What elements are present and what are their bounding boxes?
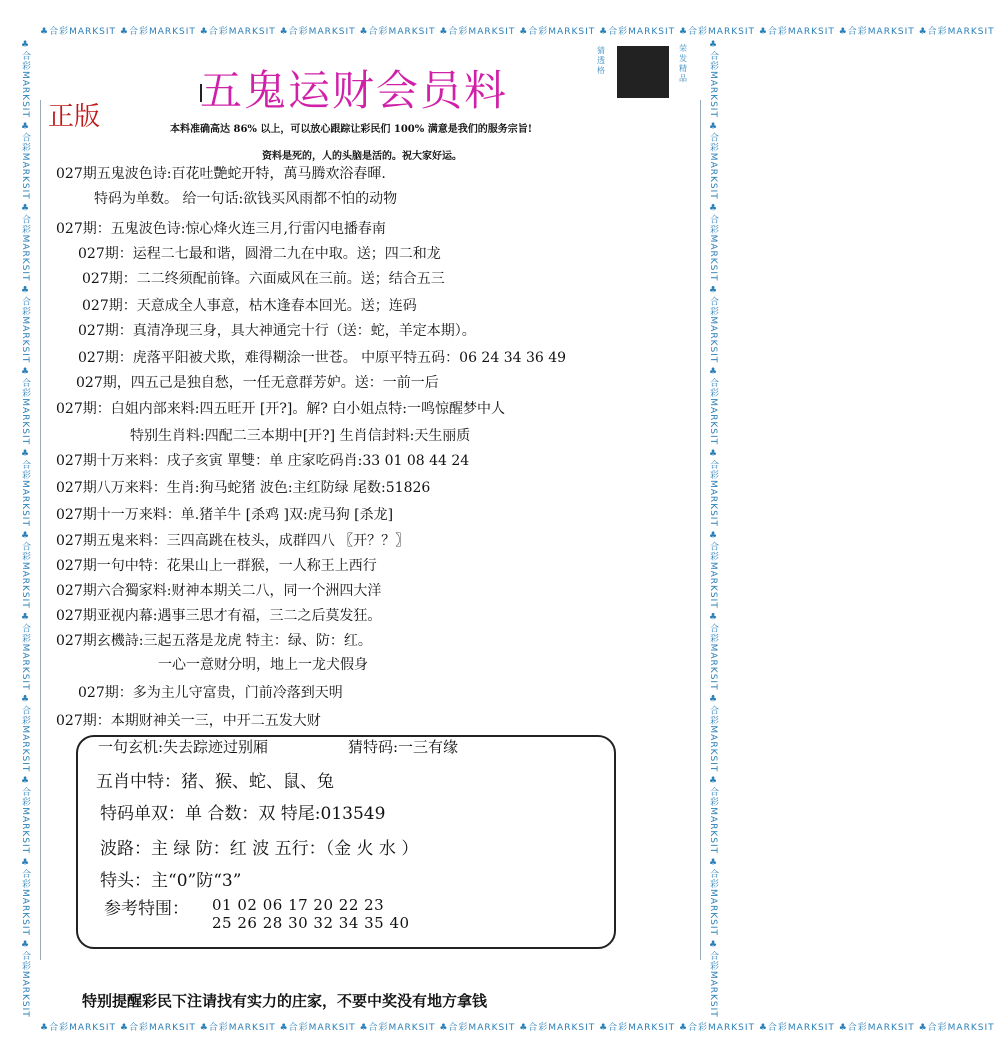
watermark-border-right: ♣合彩MARKSIT ♣合彩MARKSIT ♣合彩MARKSIT ♣合彩MARKSIT ♣合彩MARKSIT ♣合彩MARKSIT ♣合彩MARKSIT ♣合彩MARKSIT ♣合彩MARKSIT ♣合彩MARKSIT ♣合彩MARKSIT ♣合彩MARKSIT [708,40,718,1018]
line-21: 027期：多为主儿守富贵，门前冷落到天明 [78,685,343,701]
watermark-border-bottom: ♣合彩MARKSIT ♣合彩MARKSIT ♣合彩MARKSIT ♣合彩MARKSIT ♣合彩MARKSIT ♣合彩MARKSIT ♣合彩MARKSIT ♣合彩MARKSIT ♣合彩MARKSIT ♣合彩MARKSIT ♣合彩MARKSIT ♣合彩MARKSIT [40,1023,995,1033]
line-18: 027期亚视内幕:遇事三思才有福，三二之后莫发狂。 [56,608,382,624]
line-7: 027期：真清净现三身，具大神通完十行（送：蛇，羊定本期）。 [78,323,476,339]
page-title: 五鬼运财会员料 [200,66,509,115]
genuine-badge: 正版 [48,102,101,132]
stamp-left-text: 猜 透 格 [597,46,605,75]
frame-line-left [40,100,41,960]
box-five-zodiac: 五肖中特：猪、猴、蛇、鼠、兔 [96,772,334,792]
box-special-head: 特头：主“0”防“3” [100,871,242,891]
box-odd-even: 特码单双：单 合数：双 特尾:013549 [100,804,386,824]
line-2: 特码为单数。 给一句话:欲钱买风雨都不怕的动物 [94,191,398,207]
watermark-border-top: ♣合彩MARKSIT ♣合彩MARKSIT ♣合彩MARKSIT ♣合彩MARKSIT ♣合彩MARKSIT ♣合彩MARKSIT ♣合彩MARKSIT ♣合彩MARKSIT ♣合彩MARKSIT ♣合彩MARKSIT ♣合彩MARKSIT ♣合彩MARKSIT [40,27,995,37]
line-5: 027期：二二终须配前锋。六面威风在三前。送；结合五三 [82,271,445,287]
line-6: 027期：天意成全人事意，枯木逢春本回光。送；连码 [82,298,417,314]
line-19: 027期玄機詩:三起五落是龙虎 特主：绿、防：红。 [56,633,372,649]
box-riddle: 一句玄机:失去踪迹过别厢 [98,738,269,756]
stamp-block [617,46,669,98]
footer-reminder: 特别提醒彩民下注请找有实力的庄家，不要中奖没有地方拿钱 [82,992,488,1010]
seal-stamp [595,40,713,102]
subtitle-promise: 本料准确高达 86% 以上，可以放心跟踪让彩民们 100% 满意是我们的服务宗旨! [170,124,533,135]
line-20: 一心一意财分明，地上一龙犬假身 [158,657,368,673]
line-16: 027期一句中特：花果山上一群猴，一人称王上西行 [56,558,377,574]
line-3: 027期：五鬼波色诗:惊心烽火连三月,行雷闪电播春南 [56,221,386,237]
line-13: 027期八万来料：生肖:狗马蛇猪 波色:主红防绿 尾数:51826 [56,480,431,496]
line-11: 特别生肖料:四配二三本期中[开?] 生肖信封料:天生丽质 [130,428,471,444]
line-22: 027期：本期财神关一三，中开二五发大财 [56,713,321,729]
line-17: 027期六合獨家料:财神本期关二八，同一个洲四大洋 [56,583,382,599]
box-reference-label: 参考特围： [104,899,189,919]
box-reference-row2: 25 26 28 30 32 34 35 40 [212,914,410,932]
line-1: 027期五鬼波色诗:百花吐艷蛇开特，萬马腾欢浴春暉. [56,166,386,182]
line-9: 027期，四五己是独自愁，一任无意群芳妒。送：一前一后 [76,375,439,391]
watermark-border-left: ♣合彩MARKSIT ♣合彩MARKSIT ♣合彩MARKSIT ♣合彩MARKSIT ♣合彩MARKSIT ♣合彩MARKSIT ♣合彩MARKSIT ♣合彩MARKSIT ♣合彩MARKSIT ♣合彩MARKSIT ♣合彩MARKSIT ♣合彩MARKSIT [20,40,30,1018]
box-wave-route: 波路：主 绿 防：红 波 五行：（金 火 水 ） [100,839,419,859]
line-10: 027期：白姐内部来料:四五旺开 [开?]。解? 白小姐点特:一鸣惊醒梦中人 [56,401,505,417]
line-15: 027期五鬼来料：三四高跳在枝头，成群四八 〖开？？〗 [56,533,410,549]
line-12: 027期十万来料：戌子亥寅 單雙：单 庄家吃码肖:33 01 08 44 24 [56,453,470,469]
box-reference-row1: 01 02 06 17 20 22 23 [212,896,385,914]
line-8: 027期：虎落平阳被犬欺，难得糊涂一世苍。 中原平特五码：06 24 34 36 49 [78,350,567,366]
line-4: 027期：运程二七最和谐，圆滑二九在中取。送；四二和龙 [78,246,441,262]
box-guess-code: 猜特码:一三有缘 [348,738,459,756]
stamp-right-text: 荣 发 精 品 [679,44,687,83]
frame-line-right [700,100,701,960]
subtitle-luck: 资料是死的，人的头脑是活的。祝大家好运。 [262,151,462,162]
line-14: 027期十一万来料：单.猪羊牛 [杀鸡 ]双:虎马狗 [杀龙] [56,507,394,523]
